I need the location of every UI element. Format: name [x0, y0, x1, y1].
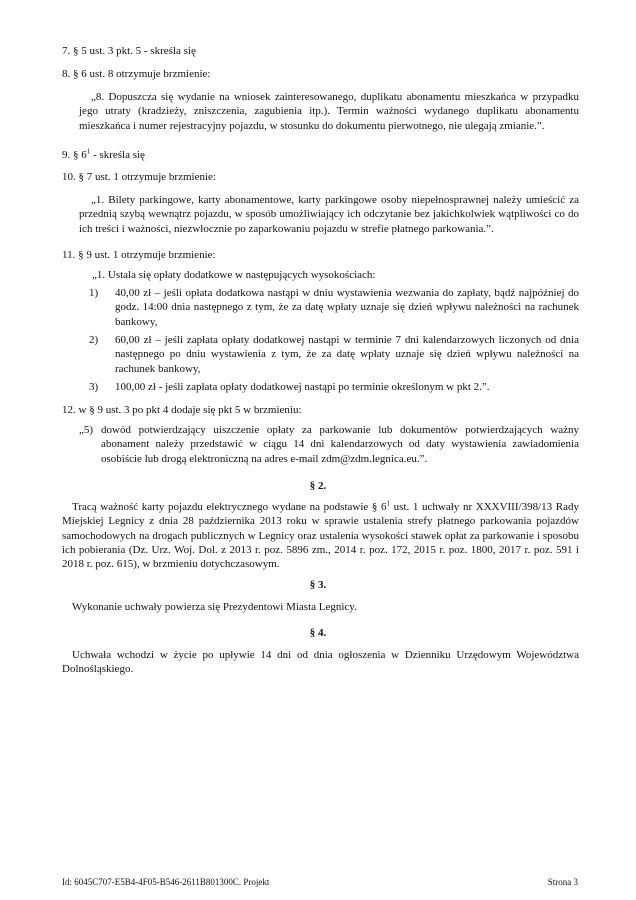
item-11-sub-3-text: 100,00 zł - jeśli zapłata opłaty dodatkowej nastąpi po terminie określonym w pkt 2.”. [115, 381, 490, 393]
section-3-text: Wykonanie uchwały powierza się Prezydentowi Miasta Legnicy. [72, 601, 357, 613]
section-4-heading: § 4. [309, 627, 327, 639]
item-10: 10. § 7 ust. 1 otrzymuje brzmienie: [62, 171, 216, 183]
item-11-sub-1-number: 1) [89, 287, 99, 299]
section-2-text-a: Tracą ważność karty pojazdu elektrycznego wydane na podstawie § 6 [72, 501, 387, 513]
section-2-text-b: ust. 1 uchwały nr XXXVIII/398/13 Rady Miejskiej Legnicy z dnia 28 października 2013 roku w sprawie ustalenia strefy płatnego parkowania pojazdów samochodowych na drogach publicznych w Legnicy oraz ustalenia wysokości stawek opłat za parkowanie i sposobu ich pobierania (Dz. Urz. Woj. Dol. z 2013 r. poz. 5896 zm., 2014 r. poz. 172, 2015 r. poz. 1800, 2017 r. poz. 591 i 2018 r. poz. 615), w brzmieniu dotychczasowym. [62, 501, 579, 571]
item-9-superscript: 1 [86, 147, 91, 156]
item-11-intro: „1. Ustala się opłaty dodatkowe w następujących wysokościach: [92, 269, 376, 281]
item-9-prefix: 9. § 6 [62, 149, 87, 161]
item-11-sub-2-number: 2) [89, 334, 99, 346]
item-11: 11. § 9 ust. 1 otrzymuje brzmienie: [62, 249, 216, 261]
item-9 [62, 148, 582, 162]
item-12: 12. w § 9 ust. 3 po pkt 4 dodaje się pkt 5 w brzmieniu: [62, 404, 302, 416]
section-2-text [62, 500, 579, 571]
item-12-sub-5-text: dowód potwierdzający uiszczenie opłaty za parkowanie lub dokumentów potwierdzających ważny abonament należy przedstawić w ciągu 14 dni kalendarzowych od daty wystawienia zawiadomienia osobiście lub drogą elektroniczną na adres e-mail zdm@zdm.legnica.eu.”. [101, 424, 579, 465]
footer-page-number: Strona 3 [547, 877, 578, 887]
item-7: 7. § 5 ust. 3 pkt. 5 - skreśla się [62, 45, 196, 57]
section-2-superscript: 1 [386, 499, 391, 508]
item-8-quote: „8. Dopuszcza się wydanie na wniosek zainteresowanego, duplikatu abonamentu mieszkańca w przypadku jego utraty (kradzieży, zniszczenia, zagubienia itp.). Termin ważności wydanego duplikatu abonamentu mieszkańca i numer rejestracyjny pojazdu, w stosunku do dokumentu pierwotnego, nie ulegają zmianie.”. [79, 91, 579, 132]
item-11-sub-2 [89, 333, 579, 376]
item-11-sub-2-text: 60,00 zł – jeśli zapłata opłaty dodatkowej nastąpi w terminie 7 dni kalendarzowych liczonych od dnia następnego po dniu wystawienia z tym, że za datę wpłaty uznaje się dzień wpływu należności na rachunek bankowy, [115, 334, 579, 375]
item-9-suffix: - skreśla się [90, 149, 145, 161]
item-11-sub-1-text: 40,00 zł – jeśli opłata dodatkowa nastąpi w dniu wystawienia wezwania do zapłaty, bądź najpóźniej do godz. 14:00 dnia następnego z tym, że za datę wpłaty uznaje się dzień wpływu należności na rachunek bankowy, [115, 287, 579, 328]
section-4-text: Uchwała wchodzi w życie po upływie 14 dni od dnia ogłoszenia w Dzienniku Urzędowym Województwa Dolnośląskiego. [62, 649, 579, 676]
footer-document-id: Id: 6045C707-E5B4-4F05-B546-2611B801300C. Projekt [62, 877, 270, 887]
item-8: 8. § 6 ust. 8 otrzymuje brzmienie: [62, 68, 211, 80]
section-3-heading: § 3. [309, 579, 327, 591]
item-11-sub-3 [89, 380, 579, 394]
item-11-sub-1 [89, 286, 579, 329]
item-10-quote: „1. Bilety parkingowe, karty abonamentowe, karty parkingowe osoby niepełnosprawnej należy umieścić za przednią szybą wewnątrz pojazdu, w sposób umożliwiający ich odczytanie bez jakichkolwiek wątpliwości co do ich treści i ważności, niezwłocznie po zaparkowaniu pojazdu w strefie płatnego parkowania.”. [79, 194, 579, 235]
item-12-sub-5 [79, 423, 579, 466]
item-11-sub-3-number: 3) [89, 381, 99, 393]
section-2-heading: § 2. [309, 480, 327, 492]
item-12-sub-5-number: „5) [79, 424, 94, 436]
